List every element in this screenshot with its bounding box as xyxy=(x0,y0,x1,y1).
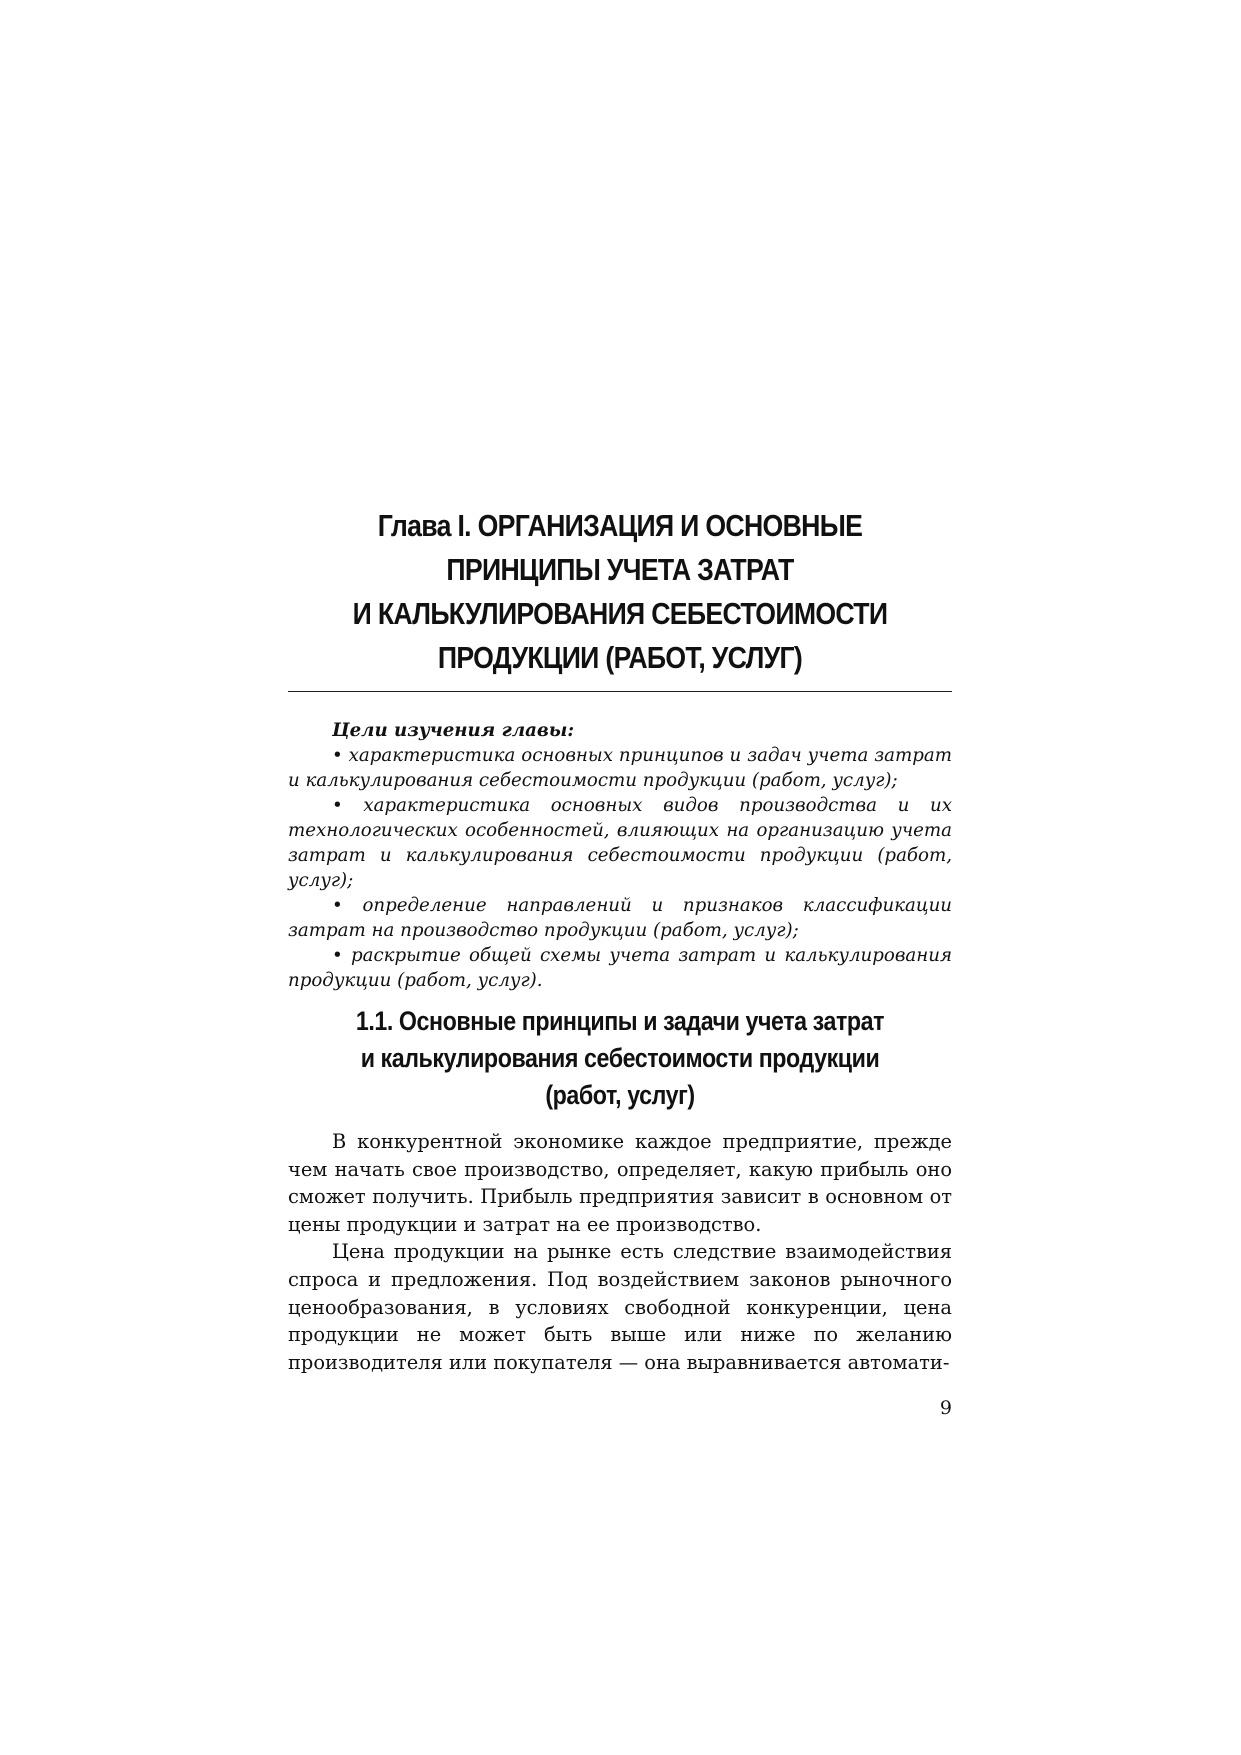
section-title-line: 1.1. Основные принципы и задачи учета затрат xyxy=(355,1006,885,1036)
page-number: 9 xyxy=(939,1397,952,1419)
objective-item: • определение направлений и признаков классификации затрат на производство продукции (работ, услуг); xyxy=(288,895,952,941)
chapter-title-line: Глава I. ОРГАНИЗАЦИЯ И ОСНОВНЫЕ xyxy=(377,508,863,543)
chapter-title xyxy=(334,504,905,680)
chapter-title-line: ПРИНЦИПЫ УЧЕТА ЗАТРАТ xyxy=(446,552,794,587)
objective-item: • раскрытие общей схемы учета затрат и калькулирования продукции (работ, услуг). xyxy=(288,945,952,991)
objective-item: • характеристика основных принципов и задач учета затрат и калькулирования себестоимости продукции (работ, услуг); xyxy=(288,745,952,791)
title-divider xyxy=(288,691,952,692)
body-text xyxy=(288,1128,952,1376)
chapter-title-line: ПРОДУКЦИИ (РАБОТ, УСЛУГ) xyxy=(437,640,803,675)
objective-item: • характеристика основных видов производства и их технологических особенностей, влияющих на организацию учета затрат и калькулирования себестоимости продукции (работ, услуг); xyxy=(288,795,952,891)
section-title-line: (работ, услуг) xyxy=(545,1080,695,1110)
chapter-objectives xyxy=(288,718,952,993)
section-title xyxy=(334,1003,905,1114)
chapter-title-line: И КАЛЬКУЛИРОВАНИЯ СЕБЕСТОИМОСТИ xyxy=(352,596,888,631)
objectives-heading: Цели изучения главы: xyxy=(332,720,575,741)
section-title-line: и калькулирования себестоимости продукции xyxy=(360,1043,880,1073)
body-paragraph: Цена продукции на рынке есть следствие взаимодействия спроса и предложения. Под воздействием законов рыночного ценообразования, в условиях свободной конкуренции, цена продукции не может быть выше или ниже по желанию производителя или покупателя — она выравнивается автомати- xyxy=(288,1240,952,1374)
body-paragraph: В конкурентной экономике каждое предприятие, прежде чем начать свое производство, определяет, какую прибыль оно сможет получить. Прибыль предприятия зависит в основном от цены продукции и затрат на ее производство. xyxy=(288,1130,952,1236)
